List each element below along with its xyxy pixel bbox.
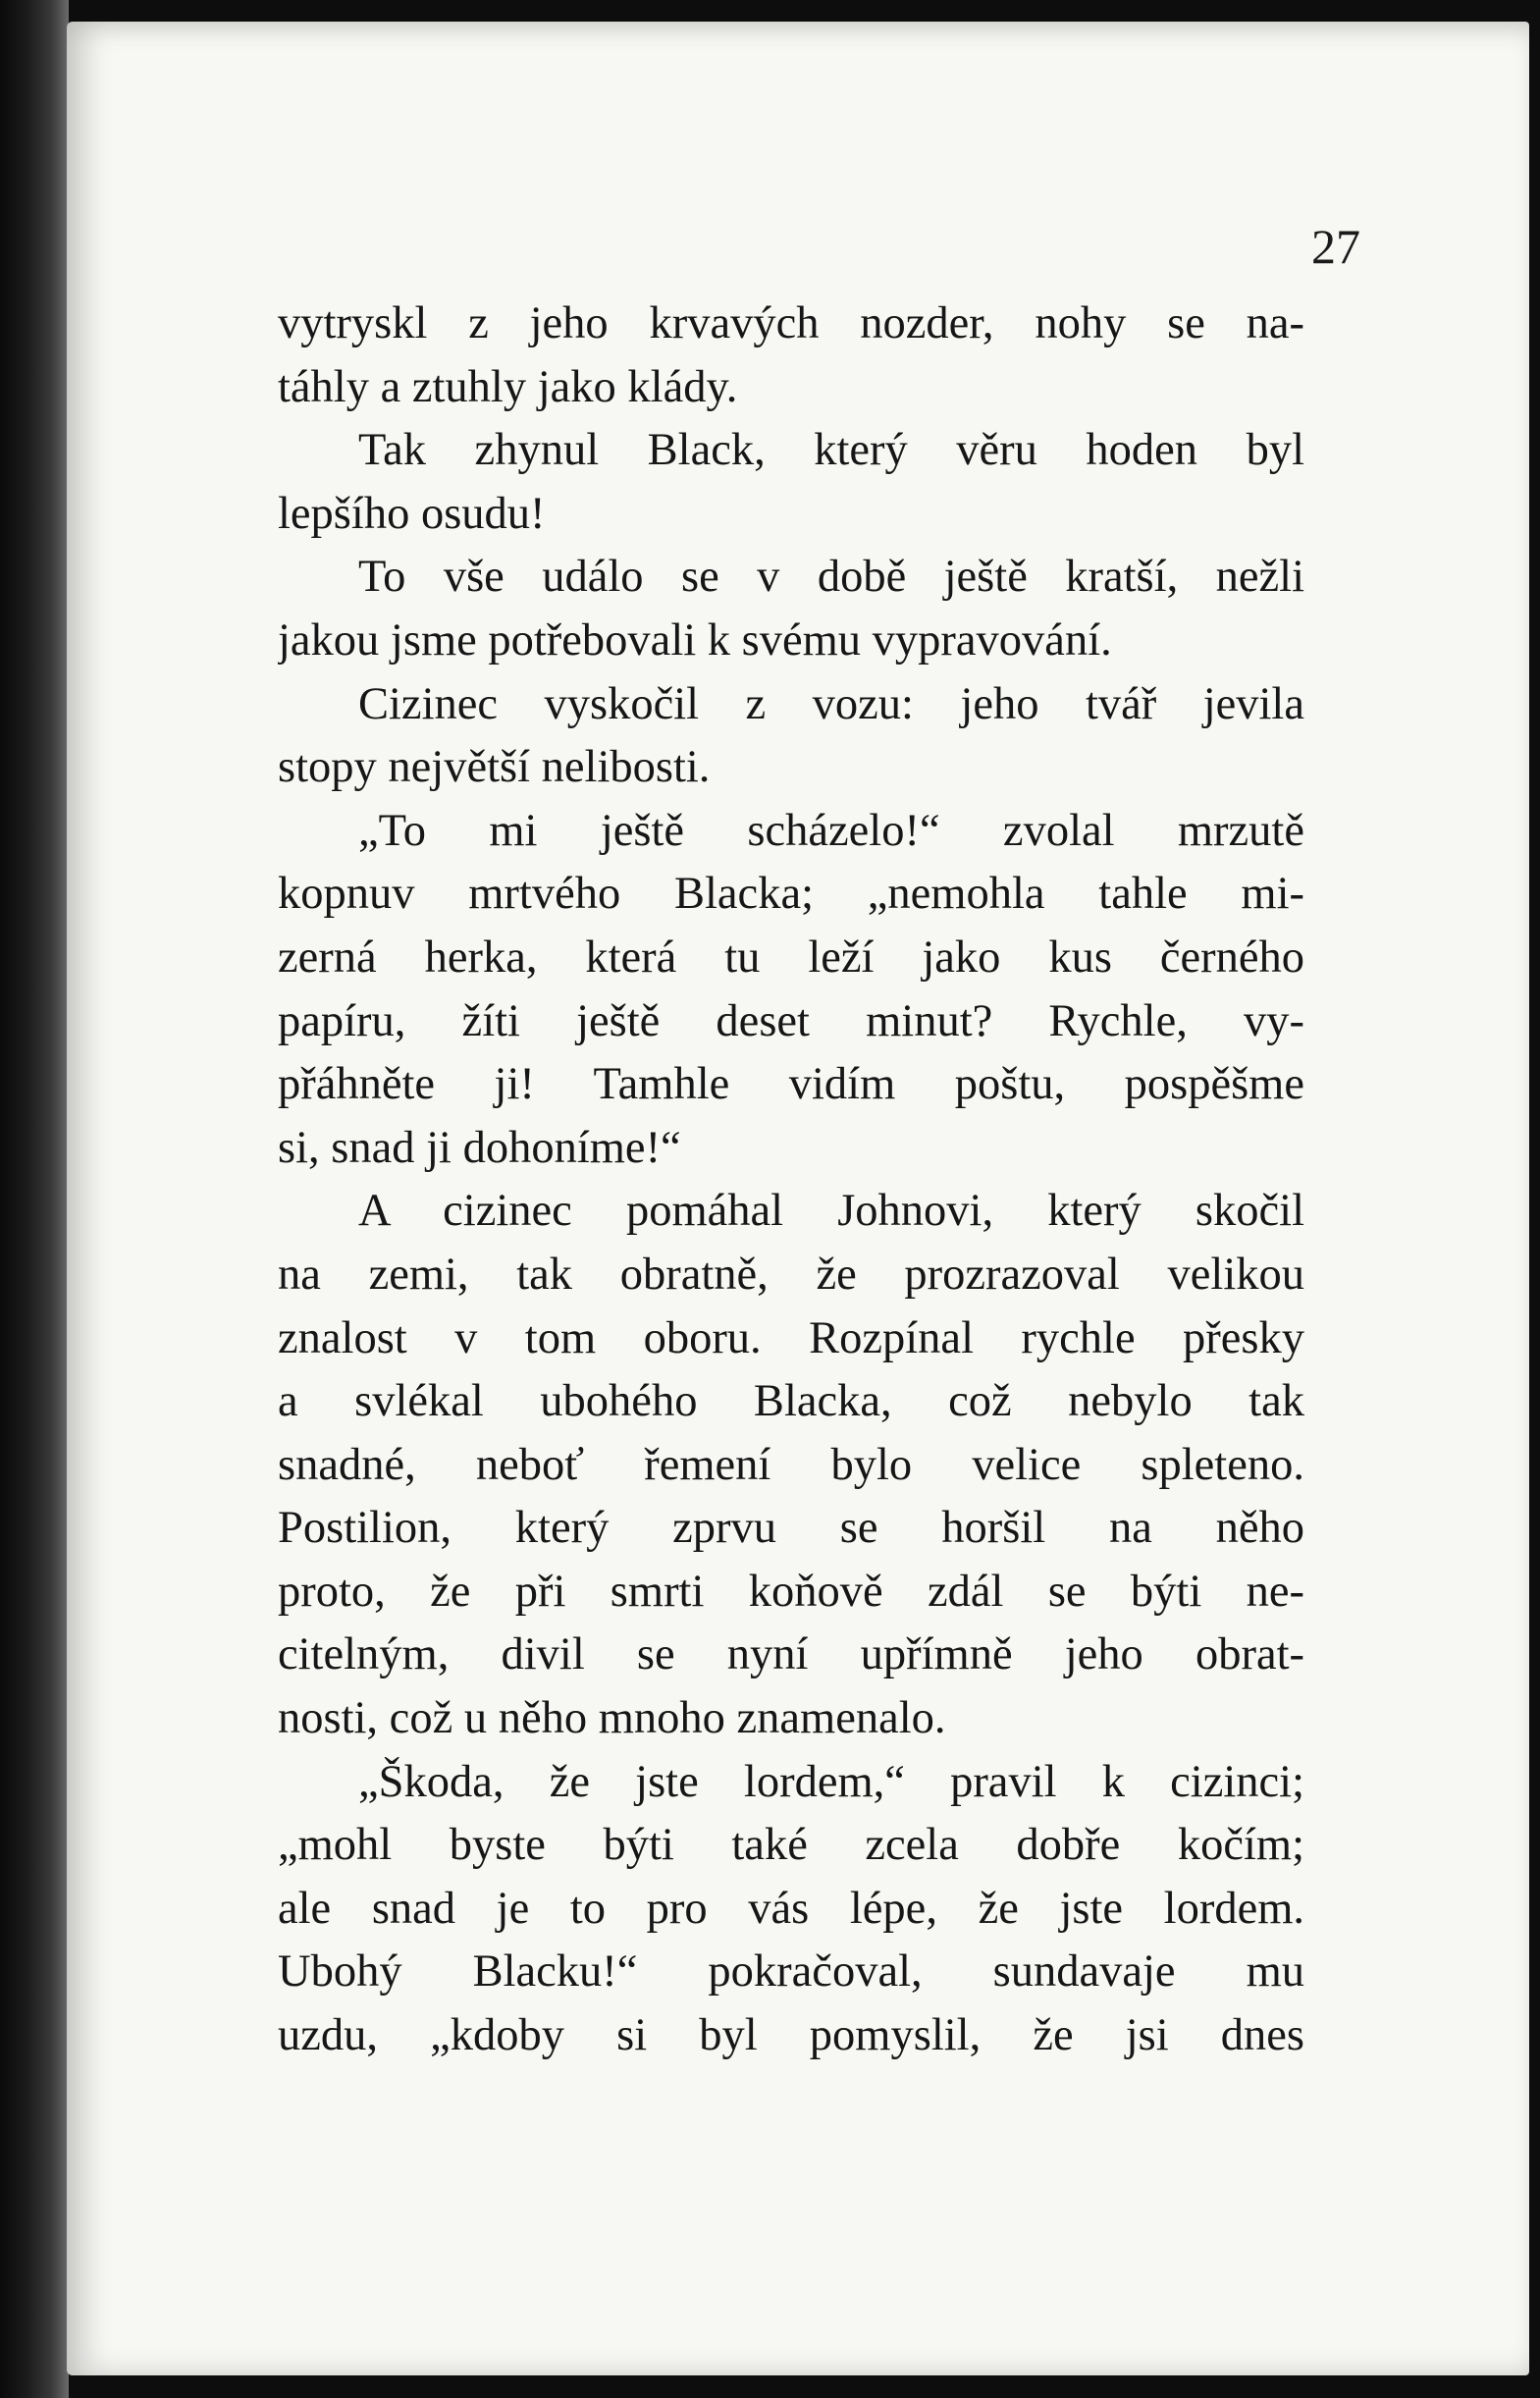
text-line: stopy největší nelibosti.: [278, 742, 711, 793]
page-number: 27: [1311, 219, 1360, 274]
text-line: jakou jsme potřebovali k svému vypravování.: [278, 614, 1112, 666]
text-line: si, snad ji dohoníme!“: [278, 1122, 681, 1173]
text-line: přáhněte ji! Tamhle vidím poštu, pospěšme: [278, 1059, 1304, 1110]
text-line: „To mi ještě scházelo!“ zvolal mrzutě: [358, 805, 1304, 856]
text-line: proto, že při smrti koňově zdál se býti ne-: [278, 1566, 1304, 1617]
book-binding-edge: [0, 0, 69, 2398]
text-line: „Škoda, že jste lordem,“ pravil k cizinci;: [358, 1756, 1304, 1807]
text-line: lepšího osudu!: [278, 488, 546, 539]
text-line: a svlékal ubohého Blacka, což nebylo tak: [278, 1376, 1304, 1427]
text-line: ale snad je to pro vás lépe, že jste lordem.: [278, 1883, 1304, 1934]
text-line: Cizinec vyskočil z vozu: jeho tvář jevila: [358, 678, 1304, 729]
text-line: nosti, což u něho mnoho znamenalo.: [278, 1693, 946, 1744]
text-line: To vše událo se v době ještě kratší, nežli: [358, 552, 1304, 603]
text-line: „mohl byste býti také zcela dobře kočím;: [278, 1820, 1304, 1871]
text-line: citelným, divil se nyní upřímně jeho obrat-: [278, 1629, 1304, 1680]
text-line: Tak zhynul Black, který věru hoden byl: [358, 425, 1304, 476]
text-line: papíru, žíti ještě deset minut? Rychle, vy-: [278, 995, 1304, 1046]
text-line: Ubohý Blacku!“ pokračoval, sundavaje mu: [278, 1946, 1304, 1998]
text-line: kopnuv mrtvého Blacka; „nemohla tahle mi-: [278, 869, 1304, 920]
text-line: A cizinec pomáhal Johnovi, který skočil: [358, 1186, 1304, 1237]
text-line: na zemi, tak obratně, že prozrazoval velikou: [278, 1249, 1304, 1300]
body-text: [278, 293, 1304, 2068]
text-line: Postilion, který zprvu se horšil na něho: [278, 1503, 1304, 1554]
text-line: znalost v tom oboru. Rozpínal rychle přesky: [278, 1312, 1304, 1363]
text-line: táhly a ztuhly jako klády.: [278, 361, 738, 412]
text-line: uzdu, „kdoby si byl pomyslil, že jsi dnes: [278, 2010, 1304, 2061]
text-line: snadné, neboť řemení bylo velice spleteno.: [278, 1439, 1304, 1490]
text-line: vytryskl z jeho krvavých nozder, nohy se na-: [278, 298, 1304, 348]
text-line: zerná herka, která tu leží jako kus černého: [278, 932, 1304, 983]
